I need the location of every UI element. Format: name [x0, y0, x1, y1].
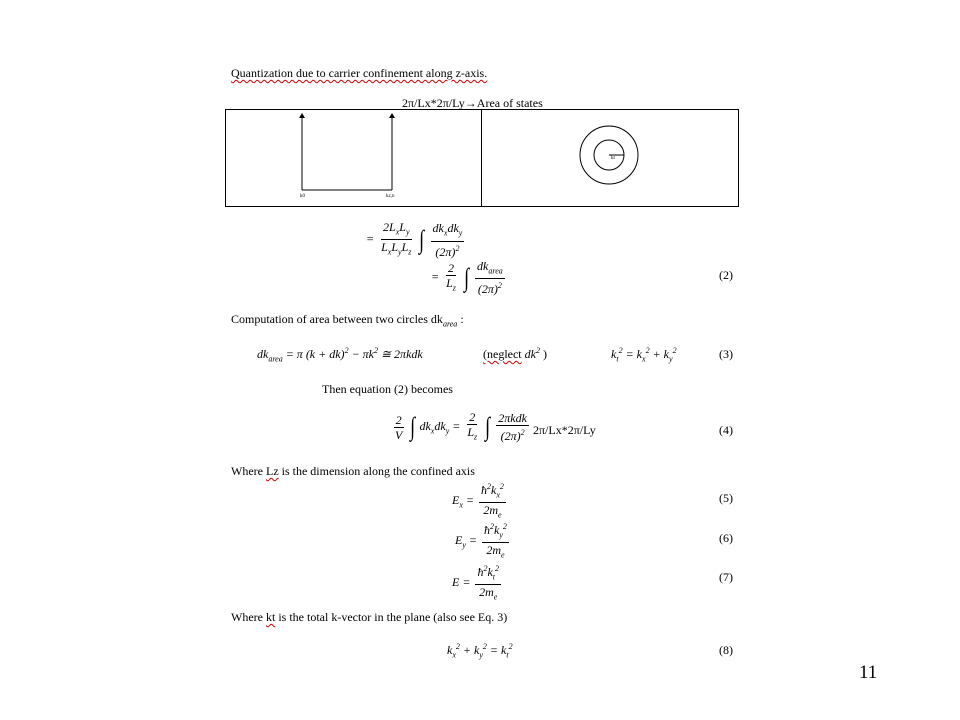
equation-five: $E_x$ = $\frac{ħ^2k_x^2}{2m_e}$: [452, 482, 504, 520]
equation-four: $\frac{2}{V}$ ∫ $dk_xdk_y$ = $\frac{2}{L_z}$ ∫ $\frac{\text{2πkdk}}{(2\pi)^2}$: [395, 410, 527, 444]
equation-second-line: = $\frac{2}{L_z}$ ∫ $\frac{dk_{area}}{(2\pi)^2}$: [431, 259, 503, 297]
label-kt: kt: [611, 156, 615, 161]
where-kt: Where kt is the total k-vector in the plane (also see Eq. 3): [231, 610, 508, 624]
equation-kt-squared: $k_t^2 = k_x^2 + k_y^2$: [611, 346, 677, 364]
area-intro: Computation of area between two circles $dk_{area}$ :: [231, 312, 464, 329]
equation-number-3: (3): [719, 347, 733, 361]
equation-number-8: (8): [719, 643, 733, 657]
equation-number-6: (6): [719, 531, 733, 545]
where-lz: Where Lz is the dimension along the confined axis: [231, 464, 475, 478]
page-number: 11: [859, 662, 878, 683]
heading: Quantization due to carrier confinement along z-axis.: [231, 66, 488, 80]
arrow-up-icon: [299, 113, 305, 118]
then-text: Then equation (2) becomes: [322, 382, 453, 396]
equation-seven: E = $\frac{ħ^2k_t^2}{2m_e}$: [452, 564, 499, 602]
equation-six: $E_y$ = $\frac{ħ^2k_y^2}{2m_e}$: [455, 522, 507, 560]
area-caption: 2π/Lx*2π/Ly→Area of states: [402, 96, 543, 110]
equation-area-diff: $dk_{area} = \pi$ $(k + dk)^2 - \pi k^2$ ≅ 2πkdk: [257, 346, 423, 364]
equation-number-4: (4): [719, 423, 733, 437]
equation-number-2: (2): [719, 268, 733, 282]
equation-number-7: (7): [719, 570, 733, 584]
equation-number-5: (5): [719, 491, 733, 505]
equation-first-line: = $\frac{2L_xL_y}{L_xL_yL_z}$ ∫ $\frac{dk_xdk_y}{(2\pi)^2}$: [366, 220, 463, 259]
figure-svg: [226, 110, 738, 206]
figure-box: [225, 109, 739, 207]
neglect-note: (neglect $dk^2$ ): [483, 346, 547, 361]
equation-four-tail: 2π/Lx*2π/Ly: [533, 423, 596, 437]
label-kzn: kz,n: [386, 194, 395, 199]
arrow-up-icon: [389, 113, 395, 118]
equation-eight: $k_x^2 + k_y^2 = k_t^2$: [447, 642, 513, 660]
label-k0: k0: [300, 194, 305, 199]
